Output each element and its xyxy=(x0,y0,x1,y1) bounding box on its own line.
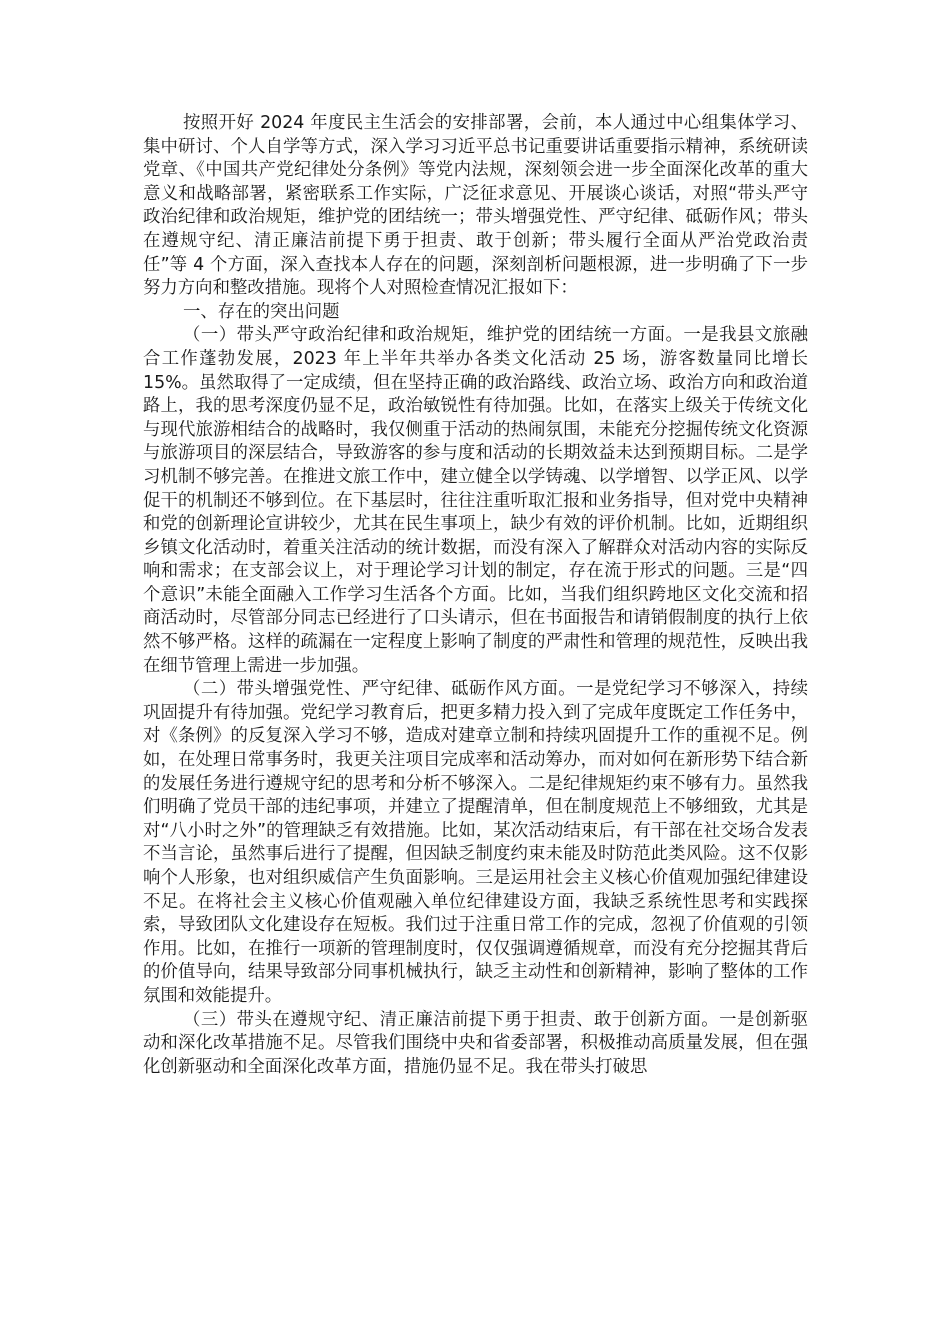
body-paragraph: （一）带头严守政治纪律和政治规矩，维护党的团结统一方面。一是我县文旅融合工作蓬勃发展，2023 年上半年共举办各类文化活动 25 场，游客数量同比增长 15%。虽然取得了一定成绩，但在坚持正确的政治路线、政治立场、政治方向和政治道路上，我的思考深度仍显不足，政治敏锐性有待加强。比如，在落实上级关于传统文化与现代旅游相结合的战略时，我仅侧重于活动的热闹氛围，未能充分挖掘传统文化资源与旅游项目的深层结合，导致游客的参与度和活动的长期效益未达到预期目标。二是学习机制不够完善。在推进文旅工作中，建立健全以学铸魂、以学增智、以学正风、以学促干的机制还不够到位。在下基层时，往往注重听取汇报和业务指导，但对党中央精神和党的创新理论宣讲较少，尤其在民生事项上，缺少有效的评价机制。比如，近期组织乡镇文化活动时，着重关注活动的统计数据，而没有深入了解群众对活动内容的实际反响和需求；在支部会议上，对于理论学习计划的制定，存在流于形式的问题。三是“四个意识”未能全面融入工作学习生活各个方面。比如，当我们组织跨地区文化交流和招商活动时，尽管部分同志已经进行了口头请示，但在书面报告和请销假制度的执行上依然不够严格。这样的疏漏在一定程度上影响了制度的严肃性和管理的规范性，反映出我在细节管理上需进一步加强。 xyxy=(143,325,808,676)
section-heading: 一、存在的突出问题 xyxy=(183,301,340,322)
intro-paragraph: 按照开好 2024 年度民主生活会的安排部署，会前，本人通过中心组集体学习、集中研讨、个人自学等方式，深入学习习近平总书记重要讲话重要指示精神，系统研读党章、《中国共产党纪律处分条例》等党内法规，深刻领会进一步全面深化改革的重大意义和战略部署，紧密联系工作实际，广泛征求意见、开展谈心谈话，对照“带头严守政治纪律和政治规矩，维护党的团结统一；带头增强党性、严守纪律、砥砺作风；带头在遵规守纪、清正廉洁前提下勇于担责、敢于创新；带头履行全面从严治党政治责任”等 4 个方面，深入查找本人存在的问题，深刻剖析问题根源，进一步明确了下一步努力方向和整改措施。现将个人对照检查情况汇报如下： xyxy=(143,113,808,299)
body-paragraph: （二）带头增强党性、严守纪律、砥砺作风方面。一是党纪学习不够深入，持续巩固提升有待加强。党纪学习教育后，把更多精力投入到了完成年度既定工作任务中，对《条例》的反复深入学习不够，造成对建章立制和持续巩固提升工作的重视不足。例如，在处理日常事务时，我更关注项目完成率和活动筹办，而对如何在新形势下结合新的发展任务进行遵规守纪的思考和分析不够深入。二是纪律规矩约束不够有力。虽然我们明确了党员干部的违纪事项，并建立了提醒清单，但在制度规范上不够细致，尤其是对“八小时之外”的管理缺乏有效措施。比如，某次活动结束后，有干部在社交场合发表不当言论，虽然事后进行了提醒，但因缺乏制度约束未能及时防范此类风险。这不仅影响个人形象，也对组织威信产生负面影响。三是运用社会主义核心价值观加强纪律建设不足。在将社会主义核心价值观融入单位纪律建设方面，我缺乏系统性思考和实践探索，导致团队文化建设存在短板。我们过于注重日常工作的完成，忽视了价值观的引领作用。比如，在推行一项新的管理制度时，仅仅强调遵循规章，而没有充分挖掘其背后的价值导向，结果导致部分同事机械执行，缺乏主动性和创新精神，影响了整体的工作氛围和效能提升。 xyxy=(143,679,808,1006)
document-body xyxy=(143,112,808,1079)
body-paragraph: （三）带头在遵规守纪、清正廉洁前提下勇于担责、敢于创新方面。一是创新驱动和深化改革措施不足。尽管我们围绕中央和省委部署，积极推动高质量发展，但在强化创新驱动和全面深化改革方面，措施仍显不足。我在带头打破思 xyxy=(143,1009,808,1077)
